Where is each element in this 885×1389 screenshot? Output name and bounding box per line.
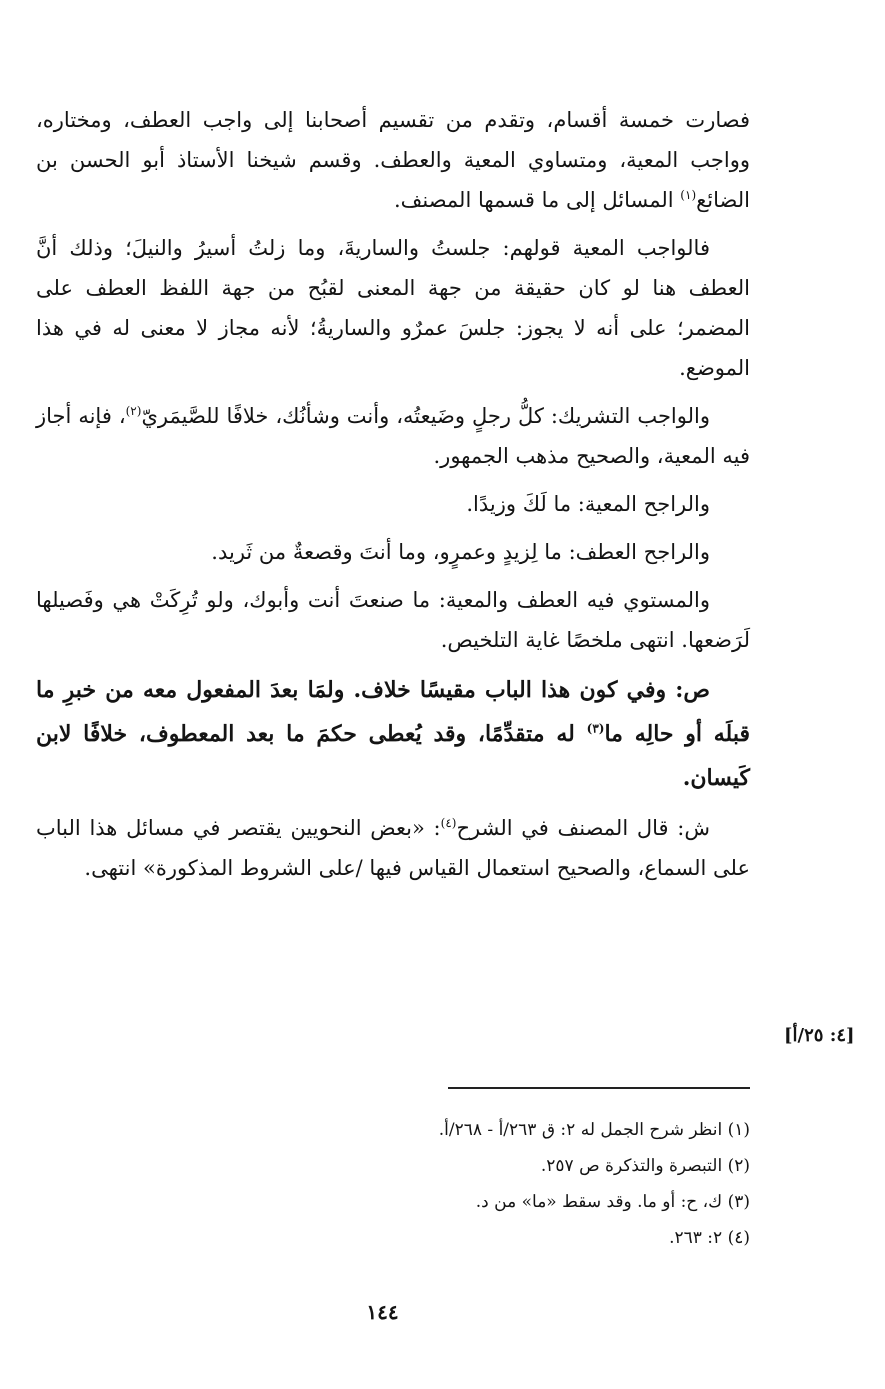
sharh-text: قال المصنف في الشرح xyxy=(456,816,678,840)
page-number: ١٤٤ xyxy=(366,1300,399,1324)
sharh-paragraph xyxy=(36,808,750,888)
footnote-ref-2[interactable]: (٢) xyxy=(125,404,142,418)
sharh-text: : «بعض النحويين يقتصر في مسائل هذا الباب على السماع، والصحيح استعمال القياس فيها /على الشروط المذكورة» انتهى. xyxy=(36,816,750,880)
footnote-ref-3[interactable]: (٣) xyxy=(586,721,605,736)
matn-paragraph xyxy=(36,668,750,800)
paragraph-5 xyxy=(36,532,750,572)
paragraph-text: ، فإنه أجاز فيه المعية، والصحيح مذهب الجمهور. xyxy=(36,404,750,468)
matn-text: له متقدِّمًا، وقد يُعطى حكمَ ما بعد المعطوف، خلافًا لابن كَيسان. xyxy=(36,721,750,791)
footnote-2: (٢) التبصرة والتذكرة ص ٢٥٧. xyxy=(540,1156,750,1176)
paragraph-text: والراجح العطف: ما لِزيدٍ وعمرٍو، وما أنتَ وقصعةٌ من ثَريد. xyxy=(211,540,710,564)
paragraph-1 xyxy=(36,100,750,220)
main-text xyxy=(36,100,750,896)
manuscript-folio-reference: [٤: ٢٥/أ] xyxy=(784,1025,855,1046)
paragraph-2 xyxy=(36,228,750,388)
paragraph-text: فالواجب المعية قولهم: جلستُ والساريةَ، وما زلتُ أسيرُ والنيلَ؛ وذلك أنَّ العطف هنا لو كان حقيقة من جهة المعنى لقبُح من جهة اللفظ العطف على المضمر؛ على أنه لا يجوز: جلسَ عمرٌو والساريةُ؛ لأنه مجاز لا معنى له في هذا الموضع. xyxy=(36,236,750,380)
paragraph-6 xyxy=(36,580,750,660)
paragraph-text: والواجب التشريك: كلُّ رجلٍ وضَيعتُه، وأنت وشأنُك، خلافًا للصَّيمَريّ xyxy=(141,404,710,428)
paragraph-text: المسائل إلى ما قسمها المصنف. xyxy=(393,188,681,212)
matn-marker: ص: xyxy=(675,677,710,703)
footnote-ref-1[interactable]: (١) xyxy=(680,188,697,202)
paragraph-text: والمستوي فيه العطف والمعية: ما صنعتَ أنت وأبوك، ولو تُرِكَتْ هي وفَصيلها لَرَضعها. انتهى ملخصًا غاية التلخيص. xyxy=(36,588,750,652)
footnote-4: (٤) ٢: ٢٦٣. xyxy=(669,1228,750,1248)
paragraph-text: والراجح المعية: ما لَكَ وزيدًا. xyxy=(466,492,710,516)
footnote-3: (٣) ك، ح: أو ما. وقد سقط «ما» من د. xyxy=(475,1192,750,1212)
paragraph-3 xyxy=(36,396,750,476)
matn-text: وفي كون هذا الباب مقيسًا خلاف. ولمَا بعدَ المفعول معه من خبرِ ما قبلَه أو حالِه ما xyxy=(36,677,750,747)
sharh-marker: ش: xyxy=(677,816,710,840)
paragraph-4 xyxy=(36,484,750,524)
footnotes xyxy=(300,1112,750,1256)
footnote-ref-4[interactable]: (٤) xyxy=(440,816,457,830)
footnote-divider xyxy=(448,1087,750,1089)
footnote-1: (١) انظر شرح الجمل له ٢: ق ٢٦٣/أ - ٢٦٨/أ. xyxy=(438,1120,750,1140)
paragraph-text: فصارت خمسة أقسام، وتقدم من تقسيم أصحابنا إلى واجب العطف، ومختاره، وواجب المعية، ومتساوي المعية والعطف. وقسم شيخنا الأستاذ أبو الحسن بن الضائع xyxy=(36,108,750,212)
